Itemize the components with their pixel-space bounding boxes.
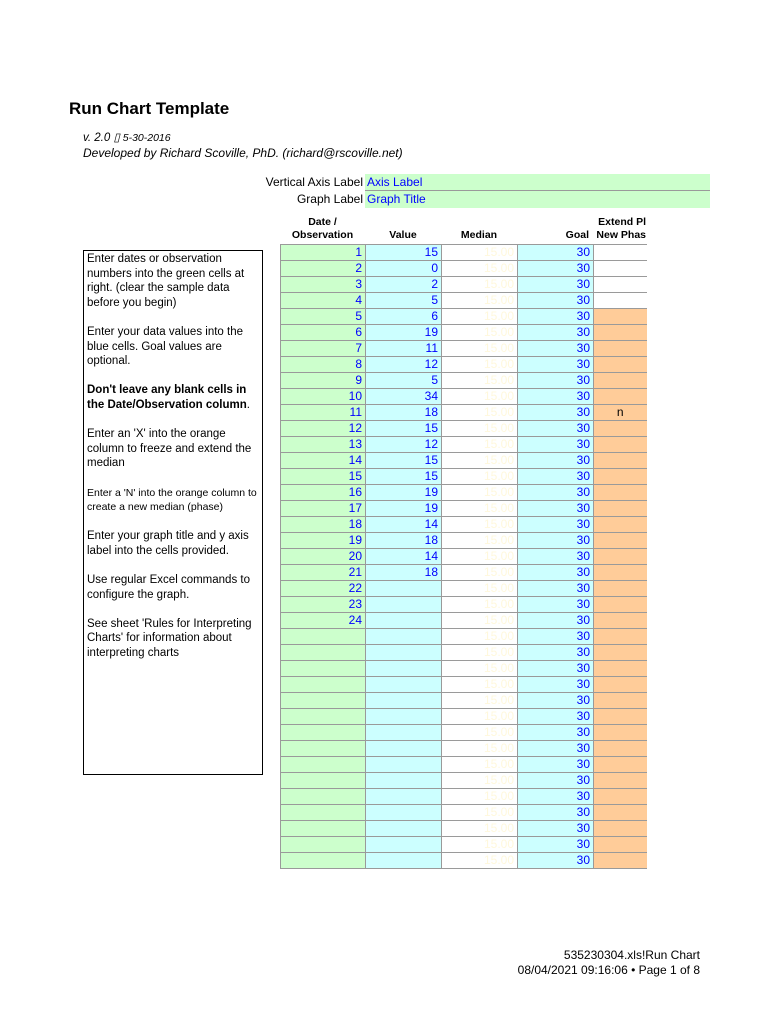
table-row <box>281 805 647 821</box>
extend-cell[interactable] <box>594 789 647 805</box>
extend-cell[interactable] <box>594 453 647 469</box>
median-cell[interactable]: 15.00 <box>442 517 518 533</box>
date-cell[interactable]: 23 <box>281 597 366 613</box>
value-cell[interactable]: 18 <box>366 533 442 549</box>
median-cell[interactable]: 15.00 <box>442 805 518 821</box>
table-row <box>281 629 647 645</box>
instruction-values: Enter your data values into the blue cells. Goal values are optional. <box>87 325 243 368</box>
date-cell[interactable]: 1 <box>281 245 366 261</box>
header-date-line2: Observation <box>291 229 354 241</box>
footer-file: 535230304.xls!Run Chart <box>563 948 700 962</box>
median-cell[interactable]: 15.00 <box>442 437 518 453</box>
instruction-new-phase: Enter a 'N' into the orange column to create a new median (phase) <box>87 486 257 514</box>
date-cell[interactable] <box>281 837 366 853</box>
goal-cell[interactable]: 30 <box>518 581 594 597</box>
date-cell[interactable] <box>281 661 366 677</box>
table-row <box>281 277 647 293</box>
median-cell[interactable]: 15.00 <box>442 501 518 517</box>
goal-cell[interactable]: 30 <box>518 549 594 565</box>
date-cell[interactable]: 16 <box>281 485 366 501</box>
goal-cell[interactable]: 30 <box>518 821 594 837</box>
extend-cell[interactable] <box>594 341 647 357</box>
header-median: Median <box>460 229 498 241</box>
extend-cell[interactable] <box>594 261 647 277</box>
date-cell[interactable] <box>281 741 366 757</box>
value-cell[interactable]: 19 <box>366 501 442 517</box>
page-title: Run Chart Template <box>69 99 230 118</box>
date-cell[interactable] <box>281 645 366 661</box>
goal-cell[interactable]: 30 <box>518 389 594 405</box>
footer-timestamp: 08/04/2021 09:16:06 • Page 1 of 8 <box>517 963 700 977</box>
value-cell[interactable]: 2 <box>366 277 442 293</box>
value-cell[interactable] <box>366 757 442 773</box>
value-cell[interactable]: 18 <box>366 565 442 581</box>
table-row <box>281 469 647 485</box>
extend-cell[interactable] <box>594 677 647 693</box>
date-cell[interactable] <box>281 677 366 693</box>
instructions-box <box>83 250 263 775</box>
value-cell[interactable]: 34 <box>366 389 442 405</box>
instruction-blank-cells <box>87 383 259 412</box>
extend-cell[interactable] <box>594 773 647 789</box>
version-date: 5-30-2016 <box>119 132 171 144</box>
goal-cell[interactable]: 30 <box>518 277 594 293</box>
median-cell[interactable]: 15.00 <box>442 293 518 309</box>
median-cell[interactable]: 15.00 <box>442 853 518 869</box>
header-extend-line2: New Phas <box>596 229 646 241</box>
value-cell[interactable]: 19 <box>366 485 442 501</box>
median-cell[interactable]: 15.00 <box>442 261 518 277</box>
median-cell[interactable]: 15.00 <box>442 837 518 853</box>
goal-cell[interactable]: 30 <box>518 725 594 741</box>
date-cell[interactable] <box>281 629 366 645</box>
table-row <box>281 245 647 261</box>
date-cell[interactable]: 10 <box>281 389 366 405</box>
extend-cell[interactable] <box>594 565 647 581</box>
goal-cell[interactable]: 30 <box>518 517 594 533</box>
median-cell[interactable]: 15.00 <box>442 485 518 501</box>
median-cell[interactable]: 15.00 <box>442 597 518 613</box>
median-cell[interactable]: 15.00 <box>442 389 518 405</box>
value-cell[interactable] <box>366 821 442 837</box>
instruction-dates: Enter dates or observation numbers into the green cells at right. (clear the sample data before you begin) <box>87 253 245 309</box>
graph-label: Graph Label <box>296 192 363 206</box>
extend-cell[interactable] <box>594 757 647 773</box>
value-cell[interactable] <box>366 693 442 709</box>
table-row <box>281 389 647 405</box>
median-cell[interactable]: 15.00 <box>442 677 518 693</box>
date-cell[interactable]: 19 <box>281 533 366 549</box>
table-row <box>281 357 647 373</box>
goal-cell[interactable]: 30 <box>518 853 594 869</box>
table-row <box>281 325 647 341</box>
goal-cell[interactable]: 30 <box>518 325 594 341</box>
median-cell[interactable]: 15.00 <box>442 661 518 677</box>
table-row <box>281 309 647 325</box>
table-row <box>281 565 647 581</box>
value-cell[interactable]: 15 <box>366 421 442 437</box>
table-row <box>281 581 647 597</box>
extend-cell[interactable] <box>594 325 647 341</box>
median-cell[interactable]: 15.00 <box>442 325 518 341</box>
median-cell[interactable]: 15.00 <box>442 309 518 325</box>
header-goal: Goal <box>565 229 589 241</box>
extend-cell[interactable] <box>594 293 647 309</box>
median-cell[interactable]: 15.00 <box>442 469 518 485</box>
table-row <box>281 837 647 853</box>
value-cell[interactable]: 11 <box>366 341 442 357</box>
median-cell[interactable]: 15.00 <box>442 245 518 261</box>
table-row <box>281 421 647 437</box>
run-chart-data-table <box>280 244 647 869</box>
median-cell[interactable]: 15.00 <box>442 709 518 725</box>
goal-cell[interactable]: 30 <box>518 485 594 501</box>
table-row <box>281 741 647 757</box>
extend-cell[interactable] <box>594 629 647 645</box>
goal-cell[interactable]: 30 <box>518 741 594 757</box>
date-cell[interactable]: 22 <box>281 581 366 597</box>
value-cell[interactable] <box>366 805 442 821</box>
value-cell[interactable] <box>366 741 442 757</box>
table-row <box>281 613 647 629</box>
table-row <box>281 821 647 837</box>
table-row <box>281 645 647 661</box>
extend-cell[interactable] <box>594 373 647 389</box>
date-cell[interactable] <box>281 773 366 789</box>
instruction-blank-end: . <box>246 398 250 411</box>
extend-cell[interactable] <box>594 389 647 405</box>
date-cell[interactable]: 11 <box>281 405 366 421</box>
date-cell[interactable]: 9 <box>281 373 366 389</box>
date-cell[interactable]: 8 <box>281 357 366 373</box>
value-cell[interactable]: 6 <box>366 309 442 325</box>
extend-cell[interactable] <box>594 533 647 549</box>
extend-cell[interactable] <box>594 309 647 325</box>
goal-cell[interactable]: 30 <box>518 597 594 613</box>
value-cell[interactable]: 14 <box>366 517 442 533</box>
goal-cell[interactable]: 30 <box>518 837 594 853</box>
value-cell[interactable]: 15 <box>366 469 442 485</box>
extend-cell[interactable] <box>594 805 647 821</box>
date-cell[interactable]: 12 <box>281 421 366 437</box>
date-cell[interactable]: 21 <box>281 565 366 581</box>
version-line <box>83 130 171 144</box>
goal-cell[interactable]: 30 <box>518 341 594 357</box>
median-cell[interactable]: 15.00 <box>442 565 518 581</box>
table-row <box>281 405 647 421</box>
table-row <box>281 261 647 277</box>
goal-cell[interactable]: 30 <box>518 373 594 389</box>
date-cell[interactable] <box>281 821 366 837</box>
extend-cell[interactable] <box>594 421 647 437</box>
table-row <box>281 725 647 741</box>
extend-cell[interactable] <box>594 645 647 661</box>
vertical-axis-label: Vertical Axis Label <box>265 175 363 189</box>
goal-cell[interactable]: 30 <box>518 565 594 581</box>
goal-cell[interactable]: 30 <box>518 645 594 661</box>
goal-cell[interactable]: 30 <box>518 309 594 325</box>
goal-cell[interactable]: 30 <box>518 533 594 549</box>
vertical-axis-label-row <box>200 174 363 190</box>
instruction-graph-title: Enter your graph title and y axis label into the cells provided. <box>87 530 249 557</box>
extend-cell[interactable] <box>594 357 647 373</box>
extend-cell[interactable] <box>594 661 647 677</box>
graph-title-input[interactable]: Graph Title <box>365 191 710 208</box>
table-row <box>281 293 647 309</box>
table-row <box>281 341 647 357</box>
median-cell[interactable]: 15.00 <box>442 645 518 661</box>
date-cell[interactable]: 5 <box>281 309 366 325</box>
extend-cell[interactable] <box>594 741 647 757</box>
value-cell[interactable] <box>366 709 442 725</box>
goal-cell[interactable]: 30 <box>518 245 594 261</box>
goal-cell[interactable]: 30 <box>518 677 594 693</box>
extend-cell[interactable] <box>594 437 647 453</box>
value-cell[interactable] <box>366 613 442 629</box>
header-date-line1: Date / <box>308 216 337 228</box>
value-cell[interactable] <box>366 853 442 869</box>
box-glyph-icon: ▯ <box>113 132 120 144</box>
table-row <box>281 661 647 677</box>
date-cell[interactable]: 14 <box>281 453 366 469</box>
goal-cell[interactable]: 30 <box>518 661 594 677</box>
goal-cell[interactable]: 30 <box>518 293 594 309</box>
table-row <box>281 437 647 453</box>
date-cell[interactable] <box>281 757 366 773</box>
date-cell[interactable]: 24 <box>281 613 366 629</box>
extend-cell[interactable] <box>594 693 647 709</box>
value-cell[interactable]: 5 <box>366 373 442 389</box>
median-cell[interactable]: 15.00 <box>442 613 518 629</box>
date-cell[interactable]: 18 <box>281 517 366 533</box>
value-cell[interactable]: 12 <box>366 437 442 453</box>
value-cell[interactable] <box>366 677 442 693</box>
header-value: Value <box>389 229 417 241</box>
table-row <box>281 373 647 389</box>
table-row <box>281 549 647 565</box>
extend-cell[interactable] <box>594 725 647 741</box>
extend-cell[interactable]: n <box>594 405 647 421</box>
date-cell[interactable] <box>281 709 366 725</box>
value-cell[interactable] <box>366 837 442 853</box>
goal-cell[interactable]: 30 <box>518 773 594 789</box>
table-row <box>281 853 647 869</box>
median-cell[interactable]: 15.00 <box>442 789 518 805</box>
median-cell[interactable]: 15.00 <box>442 549 518 565</box>
goal-cell[interactable]: 30 <box>518 709 594 725</box>
extend-cell[interactable] <box>594 853 647 869</box>
median-cell[interactable]: 15.00 <box>442 581 518 597</box>
date-cell[interactable]: 17 <box>281 501 366 517</box>
extend-cell[interactable] <box>594 485 647 501</box>
graph-label-row <box>200 191 363 207</box>
extend-cell[interactable] <box>594 837 647 853</box>
value-cell[interactable] <box>366 629 442 645</box>
developer-credit: Developed by Richard Scoville, PhD. (richard@rscoville.net) <box>83 146 403 160</box>
extend-cell[interactable] <box>594 597 647 613</box>
goal-cell[interactable]: 30 <box>518 501 594 517</box>
goal-cell[interactable]: 30 <box>518 757 594 773</box>
median-cell[interactable]: 15.00 <box>442 533 518 549</box>
table-row <box>281 597 647 613</box>
table-row <box>281 533 647 549</box>
extend-cell[interactable] <box>594 549 647 565</box>
header-extend-line1: Extend Pl <box>598 216 646 228</box>
median-cell[interactable]: 15.00 <box>442 773 518 789</box>
value-cell[interactable] <box>366 773 442 789</box>
value-cell[interactable] <box>366 597 442 613</box>
goal-cell[interactable]: 30 <box>518 613 594 629</box>
date-cell[interactable]: 13 <box>281 437 366 453</box>
median-cell[interactable]: 15.00 <box>442 757 518 773</box>
date-cell[interactable] <box>281 789 366 805</box>
median-cell[interactable]: 15.00 <box>442 629 518 645</box>
value-cell[interactable] <box>366 725 442 741</box>
date-cell[interactable] <box>281 853 366 869</box>
goal-cell[interactable]: 30 <box>518 629 594 645</box>
date-cell[interactable]: 6 <box>281 325 366 341</box>
extend-cell[interactable] <box>594 581 647 597</box>
median-cell[interactable]: 15.00 <box>442 693 518 709</box>
header-date <box>280 216 365 242</box>
goal-cell[interactable]: 30 <box>518 805 594 821</box>
table-row <box>281 453 647 469</box>
instruction-freeze: Enter an 'X' into the orange column to freeze and extend the median <box>87 428 252 470</box>
value-cell[interactable]: 18 <box>366 405 442 421</box>
extend-cell[interactable] <box>594 245 647 261</box>
value-cell[interactable] <box>366 661 442 677</box>
date-cell[interactable]: 3 <box>281 277 366 293</box>
value-cell[interactable]: 0 <box>366 261 442 277</box>
date-cell[interactable]: 7 <box>281 341 366 357</box>
median-cell[interactable]: 15.00 <box>442 277 518 293</box>
table-row <box>281 709 647 725</box>
value-cell[interactable] <box>366 789 442 805</box>
table-row <box>281 693 647 709</box>
value-cell[interactable] <box>366 645 442 661</box>
median-cell[interactable]: 15.00 <box>442 821 518 837</box>
goal-cell[interactable]: 30 <box>518 405 594 421</box>
median-cell[interactable]: 15.00 <box>442 373 518 389</box>
extend-cell[interactable] <box>594 821 647 837</box>
median-cell[interactable]: 15.00 <box>442 453 518 469</box>
value-cell[interactable]: 15 <box>366 453 442 469</box>
version-prefix: v. 2.0 <box>83 132 114 144</box>
value-cell[interactable]: 12 <box>366 357 442 373</box>
goal-cell[interactable]: 30 <box>518 437 594 453</box>
extend-cell[interactable] <box>594 277 647 293</box>
value-cell[interactable] <box>366 581 442 597</box>
goal-cell[interactable]: 30 <box>518 261 594 277</box>
table-row <box>281 485 647 501</box>
value-cell[interactable]: 19 <box>366 325 442 341</box>
table-row <box>281 517 647 533</box>
vertical-axis-input[interactable]: Axis Label <box>365 174 710 191</box>
median-cell[interactable]: 15.00 <box>442 725 518 741</box>
header-extend <box>593 216 646 242</box>
date-cell[interactable] <box>281 725 366 741</box>
goal-cell[interactable]: 30 <box>518 469 594 485</box>
date-cell[interactable]: 4 <box>281 293 366 309</box>
extend-cell[interactable] <box>594 517 647 533</box>
value-cell[interactable]: 5 <box>366 293 442 309</box>
instruction-rules: See sheet 'Rules for Interpreting Charts' for information about interpreting charts <box>87 617 252 660</box>
table-row <box>281 789 647 805</box>
table-row <box>281 677 647 693</box>
date-cell[interactable]: 15 <box>281 469 366 485</box>
median-cell[interactable]: 15.00 <box>442 421 518 437</box>
extend-cell[interactable] <box>594 469 647 485</box>
value-cell[interactable]: 14 <box>366 549 442 565</box>
table-row <box>281 773 647 789</box>
extend-cell[interactable] <box>594 709 647 725</box>
median-cell[interactable]: 15.00 <box>442 741 518 757</box>
date-cell[interactable]: 2 <box>281 261 366 277</box>
instruction-excel: Use regular Excel commands to configure the graph. <box>87 574 250 601</box>
goal-cell[interactable]: 30 <box>518 453 594 469</box>
goal-cell[interactable]: 30 <box>518 693 594 709</box>
median-cell[interactable]: 15.00 <box>442 357 518 373</box>
table-row <box>281 501 647 517</box>
goal-cell[interactable]: 30 <box>518 421 594 437</box>
extend-cell[interactable] <box>594 613 647 629</box>
instruction-blank-bold: Don't leave any blank cells in the Date/Observation column <box>87 384 247 411</box>
extend-cell[interactable] <box>594 501 647 517</box>
goal-cell[interactable]: 30 <box>518 357 594 373</box>
median-cell[interactable]: 15.00 <box>442 341 518 357</box>
date-cell[interactable] <box>281 805 366 821</box>
table-row <box>281 757 647 773</box>
date-cell[interactable]: 20 <box>281 549 366 565</box>
median-cell[interactable]: 15.00 <box>442 405 518 421</box>
value-cell[interactable]: 15 <box>366 245 442 261</box>
goal-cell[interactable]: 30 <box>518 789 594 805</box>
date-cell[interactable] <box>281 693 366 709</box>
